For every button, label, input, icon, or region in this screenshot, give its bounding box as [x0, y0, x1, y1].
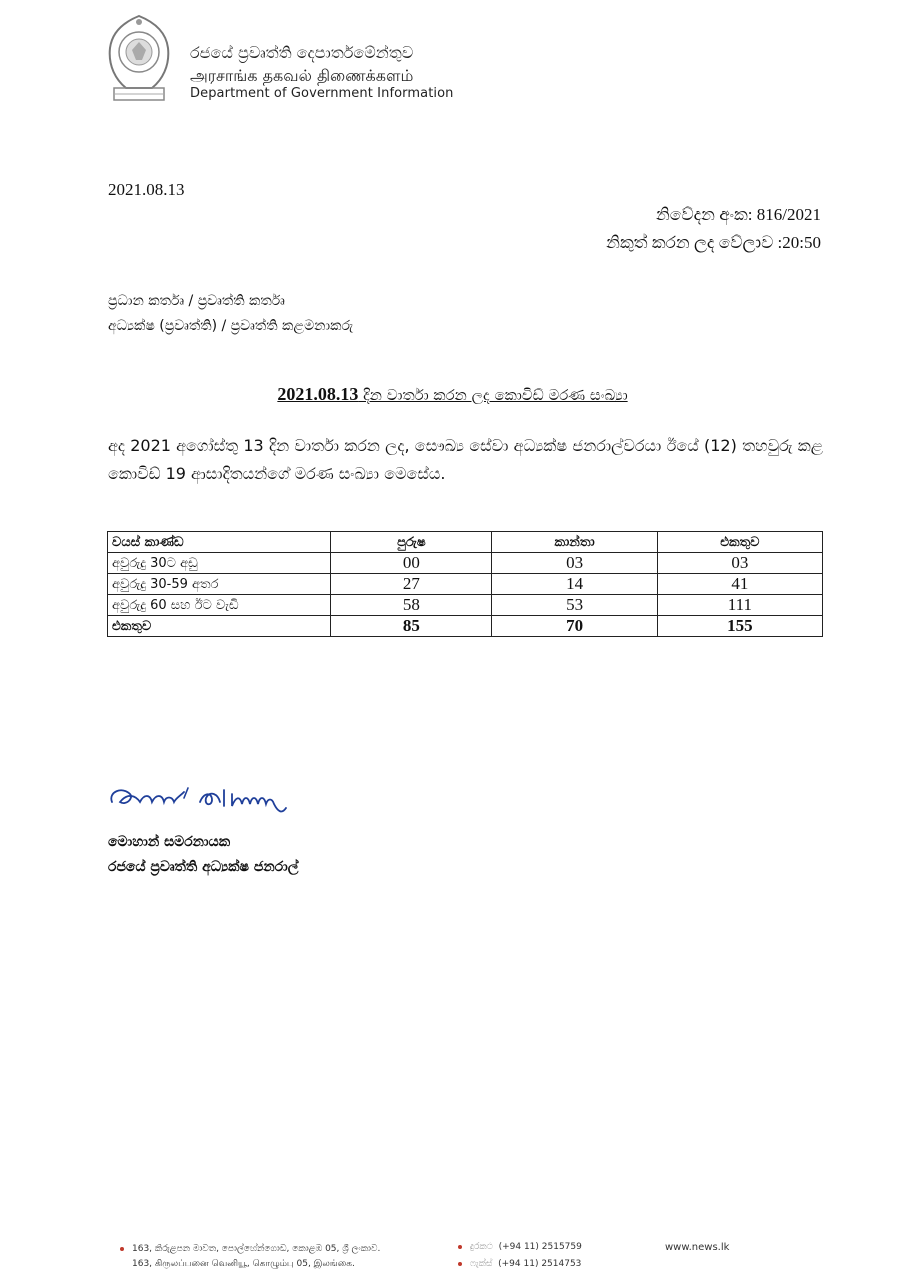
handwritten-signature — [104, 780, 314, 825]
table-row — [108, 595, 823, 616]
footer-website: www.news.lk — [665, 1242, 730, 1253]
bullet-icon — [458, 1262, 462, 1266]
title-text: දින වාර්තා කරන ලද කොවිඩ් මරණ සංඛ්‍යා — [358, 386, 628, 404]
table-header-row — [108, 532, 823, 553]
age-group-cell: අවුරුදු 30ට අඩු — [108, 553, 331, 574]
total-cell: 03 — [657, 553, 822, 574]
female-cell: 14 — [492, 574, 657, 595]
total-label-cell: එකතුව — [108, 616, 331, 637]
grand-total-cell: 155 — [657, 616, 822, 637]
footer-address-sinhala: 163, කිරුළපන මාවත, පොල්හේන්ගොඩ, කොළඹ 05, ශ්‍රී ලංකාව. — [120, 1244, 380, 1254]
total-cell: 111 — [657, 595, 822, 616]
document-date: 2021.08.13 — [108, 180, 185, 199]
female-cell: 03 — [492, 553, 657, 574]
signer-title: රජයේ ප්‍රවෘත්ති අධ්‍යක්ෂ ජනරාල් — [108, 859, 299, 875]
footer-address-tamil: 163, கிருலப்பனை வெனியூ, கொழும்பு 05, இலங்கை. — [132, 1259, 355, 1269]
bullet-icon — [120, 1247, 124, 1251]
signer-name: මොහාන් සමරනායක — [108, 834, 231, 850]
total-cell: 41 — [657, 574, 822, 595]
department-name-tamil: அரசாங்க தகவல் திணைக்களம் — [190, 66, 414, 85]
header-total: එකතුව — [657, 532, 822, 553]
recipients-block — [108, 289, 353, 339]
female-cell: 53 — [492, 595, 657, 616]
issue-time: නිකුත් කරන ලද වේලාව :20:50 — [606, 233, 821, 252]
header-female: කාන්තා — [492, 532, 657, 553]
recipient-line: ප්‍රධාන කර්තෘ / ප්‍රවෘත්ති කර්තෘ — [108, 293, 285, 309]
body-paragraph: අද 2021 අගෝස්තු 13 දින වාර්තා කරන ලද, සෞඛ්‍ය සේවා අධ්‍යක්ෂ ජනරාල්වරයා ඊයේ (12) තහවුරු කළ කොවිඩ් 19 ආසාදිතයන්ගේ මරණ සංඛ්‍යා මෙසේය. — [108, 436, 823, 483]
document-title — [0, 384, 905, 405]
male-cell: 00 — [331, 553, 492, 574]
age-group-cell: අවුරුදු 30-59 අතර — [108, 574, 331, 595]
table-total-row — [108, 616, 823, 637]
female-total-cell: 70 — [492, 616, 657, 637]
male-cell: 27 — [331, 574, 492, 595]
department-name-sinhala: රජයේ ප්‍රවෘත්ති දෙපාර්තමේන්තුව — [190, 43, 414, 62]
release-number: නිවේදන අංක: 816/2021 — [656, 205, 821, 224]
footer-fax: ෆැක්ස් (+94 11) 2514753 — [458, 1259, 581, 1269]
table-row — [108, 553, 823, 574]
male-total-cell: 85 — [331, 616, 492, 637]
male-cell: 58 — [331, 595, 492, 616]
bullet-icon — [458, 1245, 462, 1249]
national-emblem-icon — [104, 14, 174, 104]
header-age-group: වයස් කාණ්ඩ — [108, 532, 331, 553]
age-group-cell: අවුරුදු 60 සහ ඊට වැඩි — [108, 595, 331, 616]
department-name-english: Department of Government Information — [190, 86, 454, 101]
recipient-line: අධ්‍යක්ෂ (ප්‍රවෘත්ති) / ප්‍රවෘත්ති කළමනාකරු — [108, 318, 354, 334]
footer-phone: දුරකථ (+94 11) 2515759 — [458, 1242, 582, 1252]
header-male: පුරුෂ — [331, 532, 492, 553]
covid-deaths-table — [107, 531, 823, 637]
title-date: 2021.08.13 — [277, 384, 359, 404]
table-row — [108, 574, 823, 595]
